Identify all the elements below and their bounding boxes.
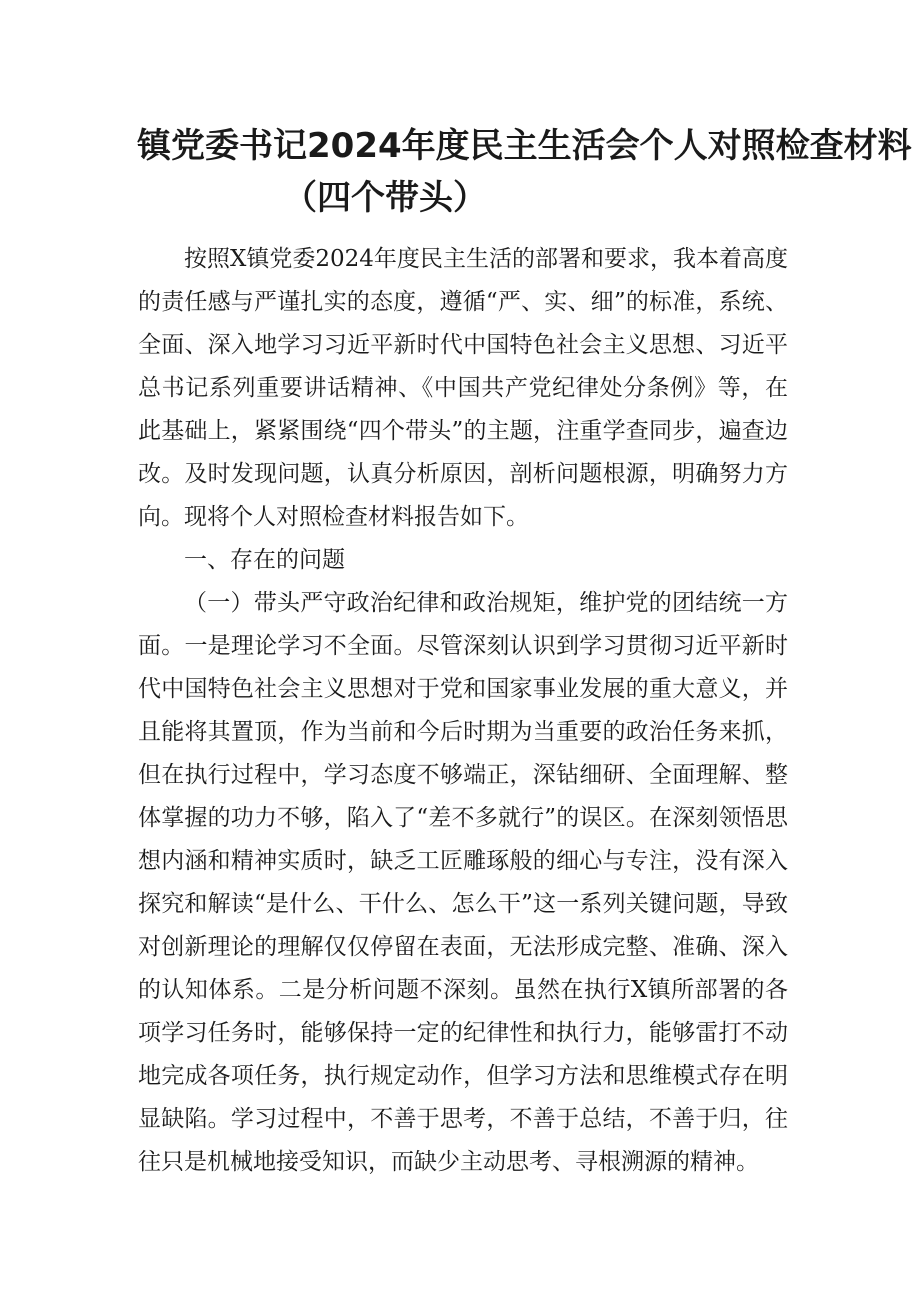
document-title-line-2: （四个带头） bbox=[283, 178, 487, 218]
section-heading-problems: 一、存在的问题 bbox=[184, 547, 345, 573]
intro-paragraph: 按照X镇党委2024年度民主生活的部署和要求，我本着高度的责任感与严谨扎实的态度，遵循“严、实、细”的标准，系统、全面、深入地学习习近平新时代中国特色社会主义思想、习近平总书记系列重要讲话精神、《中国共产党纪律处分条例》等，在此基础上，紧紧围绕“四个带头”的主题，注重学查同步，遍查边改。及时发现问题，认真分析原因，剖析问题根源，明确努力方向。现将个人对照检查材料报告如下。 bbox=[138, 246, 788, 530]
document-body bbox=[138, 238, 788, 1184]
section-1-paragraph: （一）带头严守政治纪律和政治规矩，维护党的团结统一方面。一是理论学习不全面。尽管深刻认识到学习贯彻习近平新时代中国特色社会主义思想对于党和国家事业发展的重大意义，并且能将其置顶，作为当前和今后时期为当重要的政治任务来抓，但在执行过程中，学习态度不够端正，深钻细研、全面理解、整体掌握的功力不够，陷入了“差不多就行”的误区。在深刻领悟思想内涵和精神实质时，缺乏工匠雕琢般的细心与专注，没有深入探究和解读“是什么、干什么、怎么干”这一系列关键问题，导致对创新理论的理解仅仅停留在表面，无法形成完整、准确、深入的认知体系。二是分析问题不深刻。虽然在执行X镇所部署的各项学习任务时，能够保持一定的纪律性和执行力，能够雷打不动地完成各项任务，执行规定动作，但学习方法和思维模式存在明显缺陷。学习过程中，不善于思考，不善于总结，不善于归，往往只是机械地接受知识，而缺少主动思考、寻根溯源的精神。 bbox=[138, 590, 788, 1175]
document-title-line-1: 镇党委书记2024年度民主生活会个人对照检查材料 bbox=[137, 126, 912, 166]
